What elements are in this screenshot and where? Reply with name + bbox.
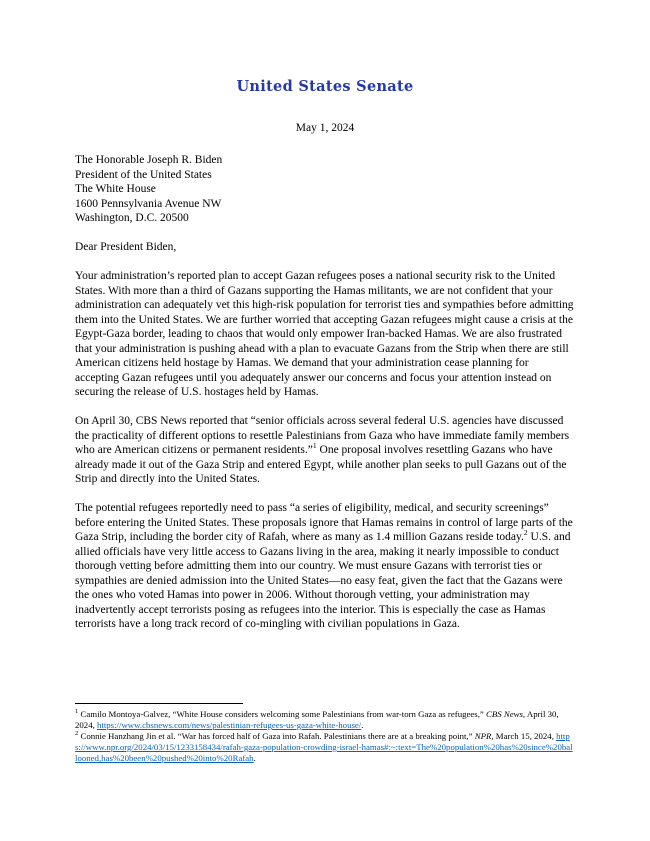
letterhead-title: United States Senate <box>236 78 414 95</box>
footnote-1 <box>75 709 575 731</box>
paragraph-2-text-cont: One proposal involves resettling Gazans who have already made it out of the Gaza Strip and entered Egypt, while another plan seeks to pull Gazans out of the Strip and directly into the United States. <box>75 444 567 485</box>
paragraph-1: Your administration’s reported plan to accept Gazan refugees poses a national security risk to the United States. With more than a third of Gazans supporting the Hamas militants, we are not confident that your administration can adequately vet this high-risk population for terrorist ties and sympathies before admitting them into the United States. We are further worried that accepting Gazan refugees might cause a crisis at the Egypt-Gaza border, leading to chaos that would only empower Iran-backed Hamas. We are also frustrated that your administration is pushing ahead with a plan to evacuate Gazans from the Strip when there are still American citizens held hostage by Hamas. We demand that your administration cease planning for accepting Gazan refugees until you adequately answer our concerns and focus your attention instead on securing the release of U.S. hostages held by Hamas. <box>75 270 574 398</box>
recipient-city: Washington, D.C. 20500 <box>75 212 189 224</box>
footnote-2-date: March 15, 2024, <box>493 731 557 741</box>
salutation: Dear President Biden, <box>75 241 177 253</box>
paragraph-2-text: On April 30, CBS News reported that “senior officials across several federal U.S. agencies have discussed the practicality of different options to resettle Palestinians from Gaza who have immediate family members who are American citizens or permanent residents.” <box>75 415 570 456</box>
footnotes-section <box>75 703 575 764</box>
footnote-ref-2: 2 <box>523 528 528 538</box>
footnote-2-period: . <box>253 753 256 763</box>
footnote-1-date: April 30, 2024, <box>75 709 559 730</box>
footnote-1-text: Camilo Montoya-Galvez, “White House considers welcoming some Palestinians from war-torn Gaza as refugees,” <box>78 709 487 719</box>
footnote-1-period: . <box>361 720 364 730</box>
recipient-street: 1600 Pennsylvania Avenue NW <box>75 197 222 210</box>
paragraph-3 <box>75 501 575 632</box>
footnote-1-source: CBS News, <box>486 709 526 719</box>
footnote-2-marker: 2 <box>75 730 79 738</box>
letter-date: May 1, 2024 <box>295 122 355 134</box>
recipient-title: President of the United States <box>75 168 212 181</box>
footnote-1-link[interactable]: https://www.cbsnews.com/news/palestinian-refugees-us-gaza-white-house/ <box>97 720 362 730</box>
paragraph-2 <box>75 414 575 487</box>
paragraph-3-text-cont: U.S. and allied officials have very little access to Gazans living in the area, making it nearly impossible to conduct thorough vetting before admitting them into our country. We must ensure Gazans with terrorist ties or sympathies are denied admission into the United States—no easy feat, given the fact that the Gazans were the ones who voted Hamas into power in 2006. Without thorough vetting, your administration may inadvertently accept terrorists posing as refugees into the interior. This is especially the case as Hamas terrorists have a long track record of co-mingling with civilian populations in Gaza. <box>75 531 571 630</box>
footnote-2-link[interactable]: https://www.npr.org/2024/03/15/1233158434/rafah-gaza-population-crowding-israel-hamas#:~:text=The%20population%20has%20since%20ballooned,has%20been%20pushed%20into%20Rafah <box>75 731 573 763</box>
footnote-2-source: NPR, <box>474 731 494 741</box>
paragraph-3-text: The potential refugees reportedly need to pass “a series of eligibility, medical, and security screenings” before entering the United States. These proposals ignore that Hamas remains in control of large parts of the Gaza Strip, including the border city of Rafah, where as many as 1.4 million Gazans reside today. <box>75 502 573 543</box>
footnote-1-marker: 1 <box>75 708 79 716</box>
recipient-name: The Honorable Joseph R. Biden <box>75 154 223 166</box>
recipient-address <box>75 153 575 226</box>
recipient-org: The White House <box>75 183 156 195</box>
footnote-2 <box>75 731 575 764</box>
footnote-ref-1: 1 <box>312 441 317 451</box>
footnote-2-text: Connie Hanzhang Jin et al. “War has forced half of Gaza into Rafah. Palestinians there are at a breaking point,” <box>78 731 475 741</box>
footnote-divider <box>75 703 243 704</box>
